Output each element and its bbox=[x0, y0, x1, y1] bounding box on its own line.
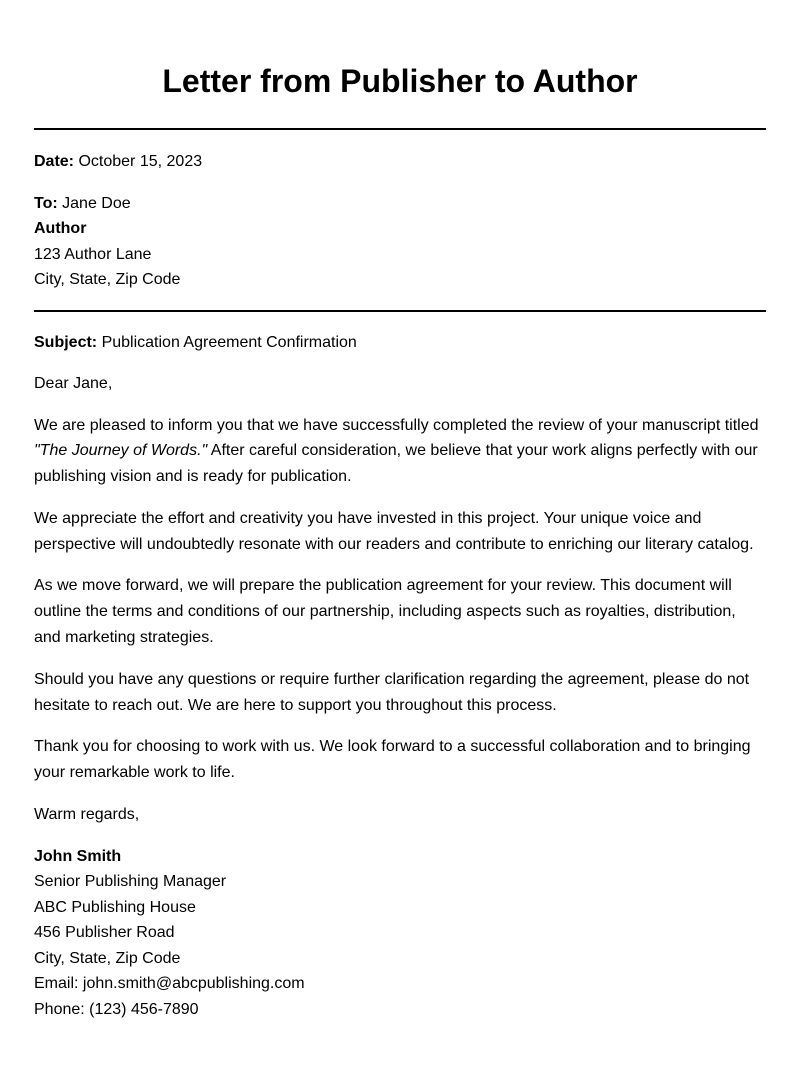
body-paragraph-5: Thank you for choosing to work with us. We look forward to a successful collaboration and to bringing your remarkable work to life. bbox=[34, 738, 751, 782]
sender-address-line1: 456 Publisher Road bbox=[34, 924, 175, 942]
recipient-divider bbox=[34, 310, 766, 312]
date-line bbox=[34, 149, 766, 175]
body-paragraph-1-intro: We are pleased to inform you that we have successfully completed the review of your manuscript titled bbox=[34, 416, 759, 434]
recipient-label: To: bbox=[34, 194, 58, 212]
sender-company: ABC Publishing House bbox=[34, 898, 196, 916]
subject-block bbox=[34, 330, 766, 356]
body-paragraph-1 bbox=[34, 413, 766, 490]
salutation: Dear Jane, bbox=[34, 375, 113, 392]
body-paragraph-1-rest: After careful consideration, we believe that your work aligns perfectly with our publishing vision and is ready for publication. bbox=[34, 442, 758, 486]
signature-block bbox=[34, 844, 766, 1023]
body-paragraph-3: As we move forward, we will prepare the publication agreement for your review. This document will outline the terms and conditions of our partnership, including aspects such as royalties, distribution, and marketing strategies. bbox=[34, 577, 736, 647]
recipient-name: Jane Doe bbox=[62, 194, 131, 212]
body-paragraph-4: Should you have any questions or require further clarification regarding the agreement, please do not hesitate to reach out. We are here to support you throughout this process. bbox=[34, 670, 750, 714]
recipient-block bbox=[34, 191, 766, 293]
sender-phone: Phone: (123) 456-7890 bbox=[34, 1000, 199, 1018]
subject-label: Subject: bbox=[34, 333, 98, 351]
recipient-address-line2: City, State, Zip Code bbox=[34, 271, 181, 288]
recipient-line bbox=[34, 191, 766, 217]
recipient-role: Author bbox=[34, 220, 87, 237]
header-divider bbox=[34, 128, 766, 130]
recipient-address-line1: 123 Author Lane bbox=[34, 245, 152, 263]
date-value: October 15, 2023 bbox=[78, 153, 203, 170]
sender-address-line2: City, State, Zip Code bbox=[34, 949, 181, 967]
sender-name: John Smith bbox=[34, 847, 122, 865]
date-block bbox=[34, 149, 766, 175]
body-paragraph-2: We appreciate the effort and creativity you have invested in this project. Your unique voice and perspective will undoubtedly resonate with our readers and contribute to enriching our literary catalog. bbox=[34, 509, 754, 553]
sender-title: Senior Publishing Manager bbox=[34, 873, 227, 891]
date-label: Date: bbox=[34, 153, 75, 170]
closing: Warm regards, bbox=[34, 806, 140, 824]
sender-email: Email: john.smith@abcpublishing.com bbox=[34, 975, 305, 993]
subject-line bbox=[34, 330, 766, 356]
manuscript-title: "The Journey of Words." bbox=[34, 442, 208, 460]
subject-value: Publication Agreement Confirmation bbox=[101, 333, 357, 351]
letter-title: Letter from Publisher to Author bbox=[162, 63, 638, 99]
